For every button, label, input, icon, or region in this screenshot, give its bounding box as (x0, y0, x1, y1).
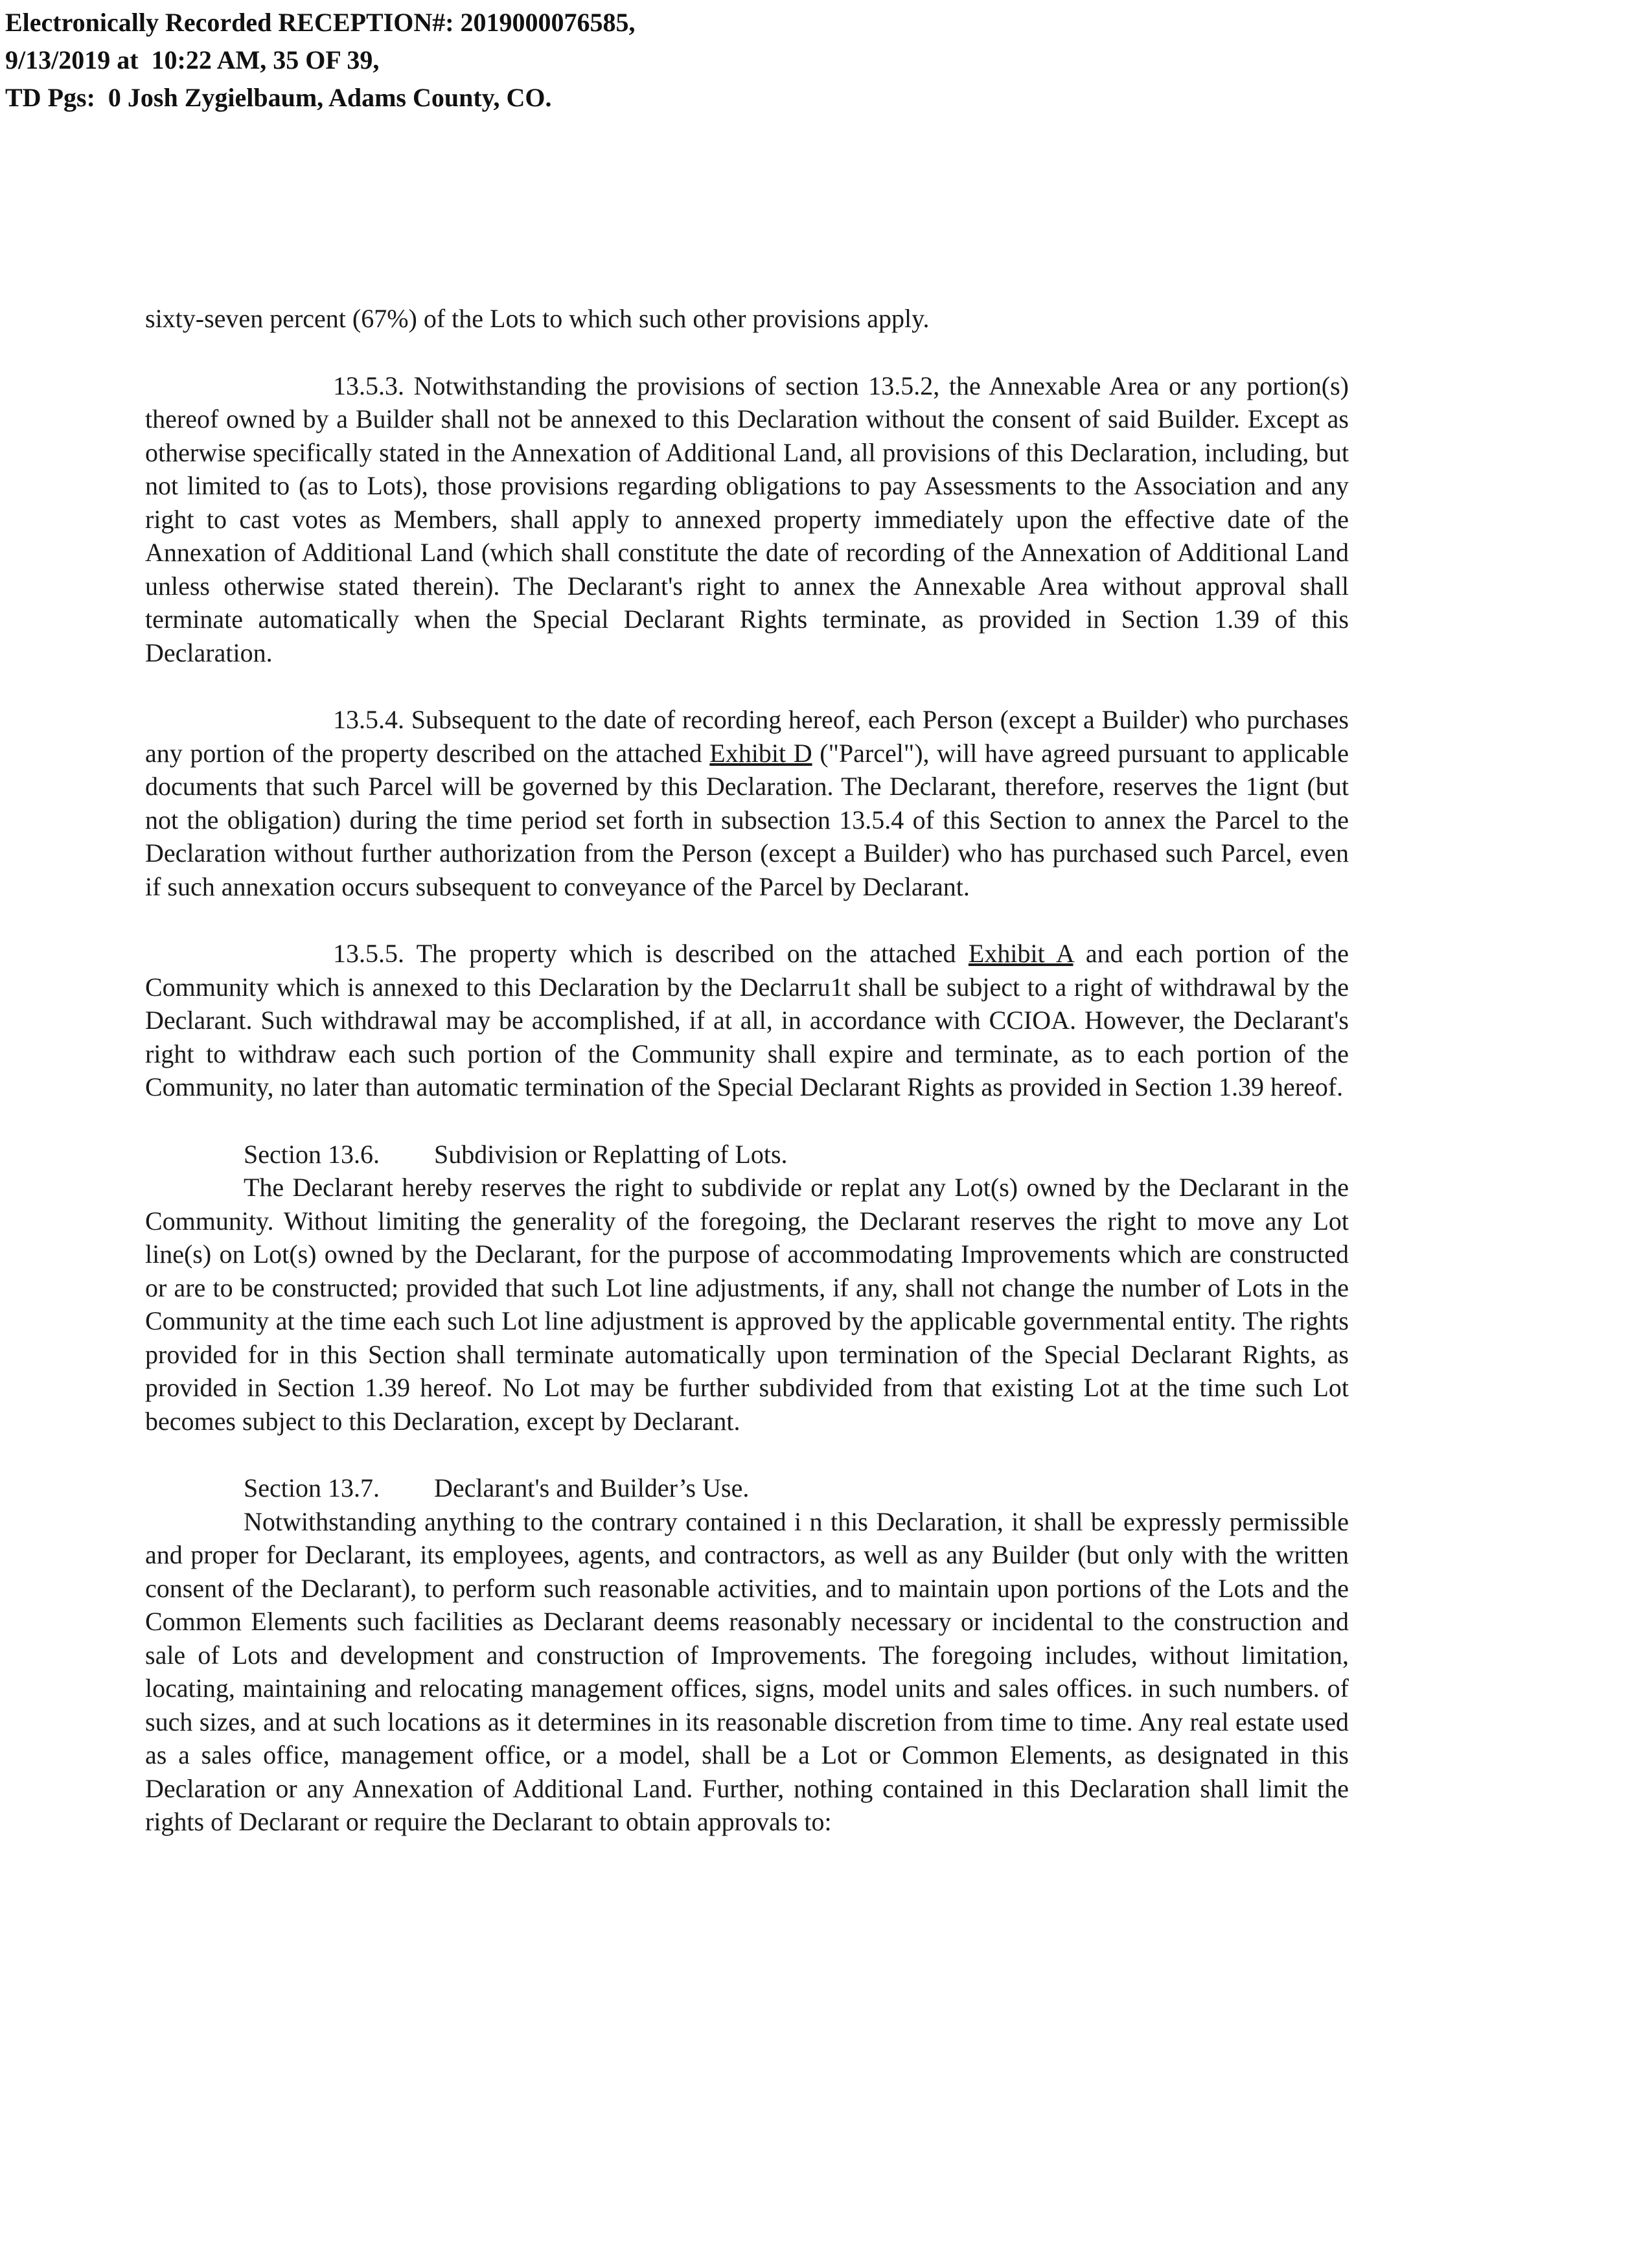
paragraph-13-5-5-text-b: and each portion of the Community which is annexed to this Declaration by the Declarru1t shall be subject to a right of withdrawal by the Declarant. Such withdrawal may be accomplished, if at all, in accordance with CCIOA. However, the Declarant's right to withdraw each such portion of the Community shall expire and terminate, as to each portion of the Community, no later than automatic termination of the Special Declarant Rights as provided in Section 1.39 hereof. (145, 939, 1349, 1101)
recording-header (5, 4, 636, 117)
paragraph-13-5-5-text-a: 13.5.5. The property which is described on the attached (333, 939, 969, 968)
section-13-7 (145, 1471, 1349, 1839)
section-13-6-body: The Declarant hereby reserves the right to subdivide or replat any Lot(s) owned by the Declarant in the Community. Without limiting the generality of the foregoing, the Declarant reserves the right to move any Lot line(s) on Lot(s) owned by the Declarant, for the purpose of accommodating Improvements which are constructed or are to be constructed; provided that such Lot line adjustments, if any, shall not change the number of Lots in the Community at the time each such Lot line adjustment is approved by the applicable governmental entity. The rights provided for in this Section shall terminate automatically upon termination of the Special Declarant Rights, as provided in Section 1.39 hereof. No Lot may be further subdivided from that existing Lot at the time such Lot becomes subject to this Declaration, except by Declarant. (145, 1173, 1349, 1436)
section-13-7-number: Section 13.7. (244, 1473, 380, 1502)
paragraph-13-5-5 (145, 937, 1349, 1104)
recording-header-line-3: TD Pgs: 0 Josh Zygielbaum, Adams County, CO. (5, 83, 552, 112)
recording-header-line-1: Electronically Recorded RECEPTION#: 2019000076585, (5, 8, 636, 37)
section-13-6 (145, 1138, 1349, 1438)
exhibit-a-reference: Exhibit A (968, 939, 1073, 968)
section-13-6-title: Subdivision or Replatting of Lots. (434, 1139, 788, 1169)
section-13-6-number: Section 13.6. (244, 1139, 380, 1169)
exhibit-d-reference: Exhibit D (709, 738, 812, 768)
section-13-6-heading (145, 1138, 1349, 1171)
section-13-7-title: Declarant's and Builder’s Use. (434, 1473, 750, 1502)
continued-paragraph: sixty-seven percent (67%) of the Lots to which such other provisions apply. (145, 304, 930, 333)
document-body (145, 302, 1349, 1839)
section-13-7-body: Notwithstanding anything to the contrary contained i n this Declaration, it shall be expressly permissible and proper for Declarant, its employees, agents, and contractors, as well as any Builder (but only with the written consent of the Declarant), to perform such reasonable activities, and to maintain upon portions of the Lots and the Common Elements such facilities as Declarant deems reasonably necessary or incidental to the construction and sale of Lots and development and construction of Improvements. The foregoing includes, without limitation, locating, maintaining and relocating management offices, signs, model units and sales offices. in such numbers. of such sizes, and at such locations as it determines in its reasonable discretion from time to time. Any real estate used as a sales office, management office, or a model, shall be a Lot or Common Elements, as designated in this Declaration or any Annexation of Additional Land. Further, nothing contained in this Declaration shall limit the rights of Declarant or require the Declarant to obtain approvals to: (145, 1506, 1349, 1836)
section-13-7-heading (145, 1471, 1349, 1505)
paragraph-13-5-4-text-b: ("Parcel"), will have agreed pursuant to applicable documents that such Parcel will be governed by this Declaration. The Declarant, therefore, reserves the 1ignt (but not the obligation) during the time period set forth in subsection 13.5.4 of this Section to annex the Parcel to the Declaration without further authorization from the Person (except a Builder) who has purchased such Parcel, even if such annexation occurs subsequent to conveyance of the Parcel by Declarant. (145, 738, 1349, 901)
recording-header-line-2: 9/13/2019 at 10:22 AM, 35 OF 39, (5, 45, 380, 75)
paragraph-13-5-3: 13.5.3. Notwithstanding the provisions of section 13.5.2, the Annexable Area or any portion(s) thereof owned by a Builder shall not be annexed to this Declaration without the consent of said Builder. Except as otherwise specifically stated in the Annexation of Additional Land, all provisions of this Declaration, including, but not limited to (as to Lots), those provisions regarding obligations to pay Assessments to the Association and any right to cast votes as Members, shall apply to annexed property immediately upon the effective date of the Annexation of Additional Land (which shall constitute the date of recording of the Annexation of Additional Land unless otherwise stated therein). The Declarant's right to annex the Annexable Area without approval shall terminate automatically when the Special Declarant Rights terminate, as provided in Section 1.39 of this Declaration. (145, 371, 1349, 667)
paragraph-13-5-4 (145, 703, 1349, 903)
paragraph-13-5-4-text-a: 13.5.4. Subsequent to the date of recording hereof, each Person (except a Builder) who purchases any portion of the property described on the attached (145, 705, 1349, 768)
